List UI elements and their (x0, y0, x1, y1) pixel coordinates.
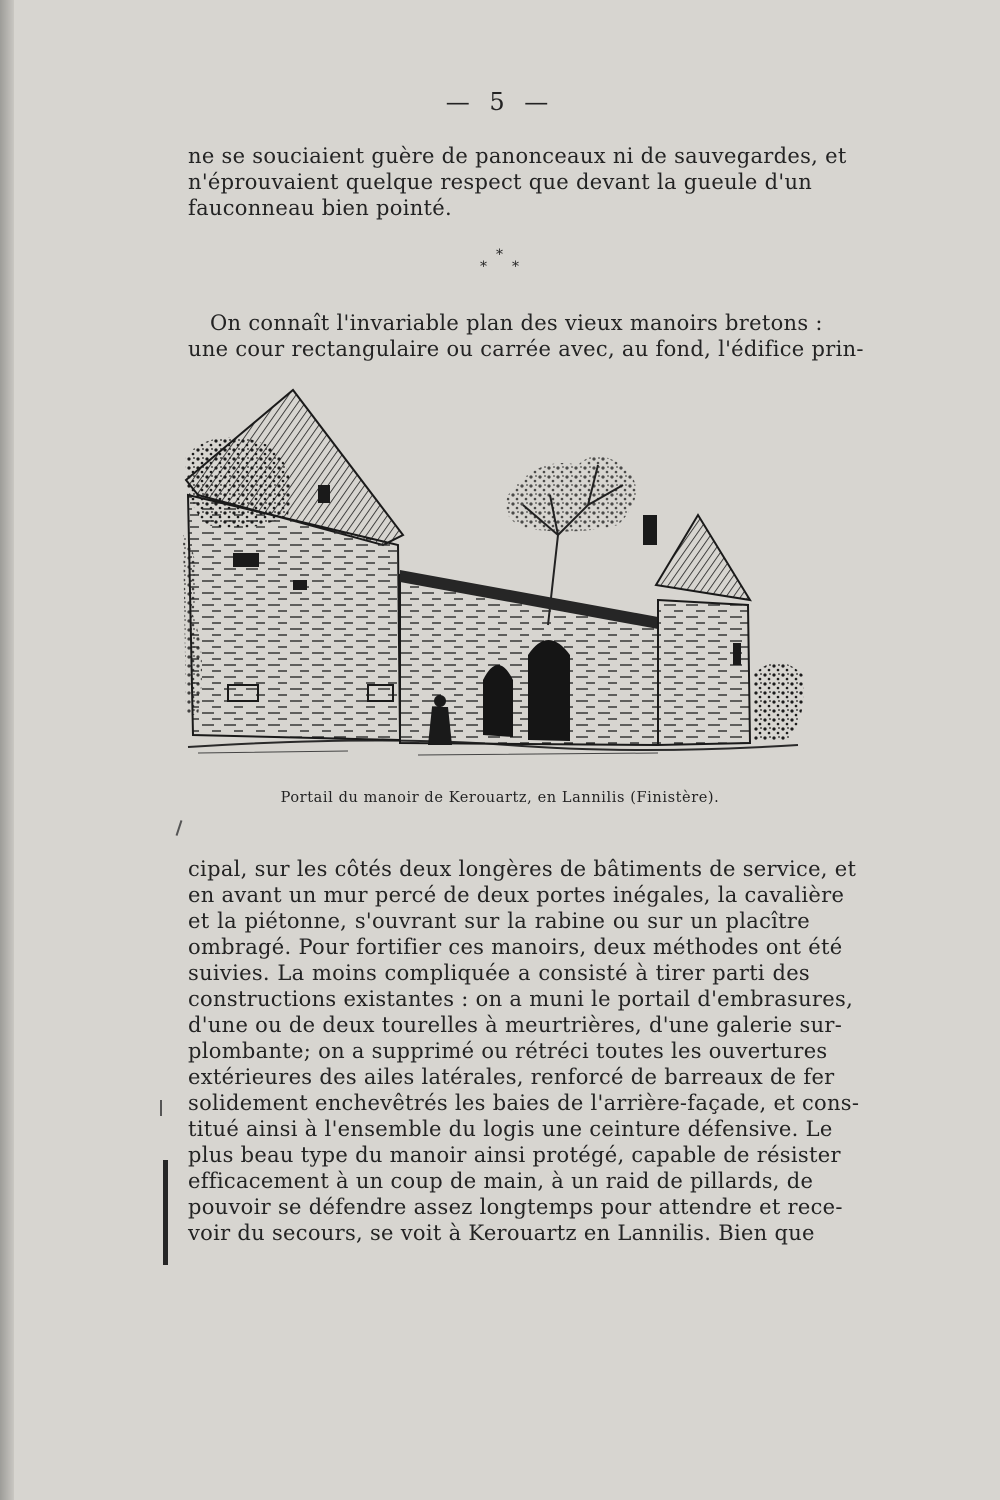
text-line: d'une ou de deux tourelles à meurtrières, d'une galerie sur- (188, 1013, 843, 1037)
text-line: voir du secours, se voit à Kerouartz en Lannilis. Bien que (188, 1221, 815, 1245)
page-number: — 5 — (445, 88, 555, 116)
text-line: On connaît l'invariable plan des vieux manoirs bretons : (210, 311, 823, 335)
chimney (643, 515, 657, 545)
text-line: fauconneau bien pointé. (188, 196, 452, 220)
text-line: efficacement à un coup de main, à un raid de pillards, de (188, 1169, 814, 1193)
manor-illustration (178, 385, 808, 760)
text-line: en avant un mur percé de deux portes inégales, la cavalière (188, 883, 845, 907)
margin-tick-mark (176, 820, 183, 836)
figure-caption: Portail du manoir de Kerouartz, en Lannilis (Finistère). (280, 790, 720, 806)
pedestrian-door (483, 665, 513, 737)
text-line: cipal, sur les côtés deux longères de bâtiments de service, et (188, 857, 857, 881)
separator-star: * (496, 247, 503, 263)
page-edge (0, 0, 14, 1500)
separator-star: * (512, 259, 519, 275)
text-line: ombragé. Pour fortifier ces manoirs, deux méthodes ont été (188, 935, 843, 959)
text-line: et la piétonne, s'ouvrant sur la rabine ou sur un placître (188, 909, 810, 933)
right-tower (643, 515, 804, 745)
text-line: plombante; on a supprimé ou rétréci toutes les ouvertures (188, 1039, 828, 1063)
text-line: constructions existantes : on a muni le portail d'embrasures, (188, 987, 854, 1011)
text-line: titué ainsi à l'ensemble du logis une ceinture défensive. Le (188, 1117, 833, 1141)
text-line: plus beau type du manoir ainsi protégé, capable de résister (188, 1143, 841, 1167)
text-line: n'éprouvaient quelque respect que devant la gueule d'un (188, 170, 813, 194)
margin-tick-mark (160, 1100, 162, 1116)
carriage-door (528, 640, 570, 741)
paragraph-1 (188, 143, 847, 221)
text-line: solidement enchevêtrés les baies de l'arrière-façade, et cons- (188, 1091, 860, 1115)
paragraph-3 (188, 856, 860, 1246)
text-line: une cour rectangulaire ou carrée avec, au fond, l'édifice prin- (188, 337, 864, 361)
left-tower (183, 390, 403, 740)
text-line: pouvoir se défendre assez longtemps pour attendre et rece- (188, 1195, 843, 1219)
text-line: suivies. La moins compliquée a consisté à tirer parti des (188, 961, 810, 985)
separator-star: * (480, 259, 487, 275)
section-separator (476, 248, 526, 278)
text-line: ne se souciaient guère de panonceaux ni de sauvegardes, et (188, 144, 847, 168)
paragraph-2 (188, 310, 864, 362)
text-line: extérieures des ailes latérales, renforcé de barreaux de fer (188, 1065, 835, 1089)
margin-bar-mark (163, 1160, 168, 1265)
